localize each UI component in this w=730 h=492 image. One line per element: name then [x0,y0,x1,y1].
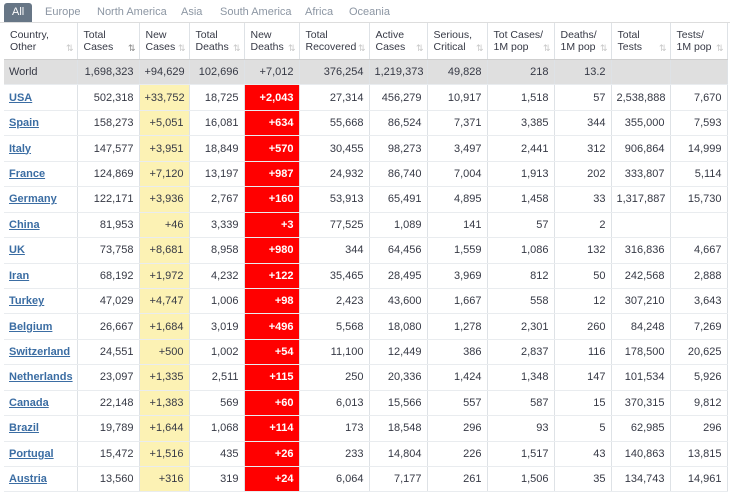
cell-new-deaths: +60 [244,390,299,415]
cell-serious-critical: 1,424 [427,365,487,390]
tab-north-america[interactable]: North America [97,6,167,18]
cell-deaths-per-1m: 312 [554,136,611,161]
cell-country [4,416,77,441]
cell-country [4,441,77,466]
cell-total-recovered: 5,568 [299,314,369,339]
cell-total-cases: 81,953 [77,212,139,237]
cell-total-recovered: 11,100 [299,339,369,364]
cell-active-cases: 18,548 [369,416,427,441]
cell-tot-cases-per-1m: 1,086 [487,238,554,263]
cell-total-tests: 333,807 [611,161,670,186]
cell-tests-per-1m [670,212,727,237]
sort-icon[interactable]: ⇅ [232,43,240,53]
tab-south-america[interactable]: South America [220,6,292,18]
cell-total-tests: 370,315 [611,390,670,415]
country-link[interactable]: France [9,167,46,180]
column-header-tests-per-1m[interactable] [670,23,727,60]
cell-total-recovered: 24,932 [299,161,369,186]
cell-total-deaths: 1,068 [189,416,244,441]
cell-country [4,467,77,492]
cell-tests-per-1m: 13,815 [670,441,727,466]
cell-country [4,187,77,212]
cell-deaths-per-1m: 5 [554,416,611,441]
cell-total-recovered: 344 [299,238,369,263]
cell-total-deaths: 319 [189,467,244,492]
cell-deaths-per-1m: 344 [554,110,611,135]
table-row [4,263,727,288]
cell-tests-per-1m: 14,999 [670,136,727,161]
cell-country [4,85,77,110]
cell-active-cases: 86,740 [369,161,427,186]
cell-total-deaths: 102,696 [189,60,244,85]
column-header-label-line2: Deaths [250,41,284,53]
tab-all[interactable]: All [4,3,32,22]
sort-icon[interactable]: ⇅ [357,43,365,53]
table-row [4,187,727,212]
table-row [4,365,727,390]
cell-country [4,314,77,339]
cell-tot-cases-per-1m: 3,385 [487,110,554,135]
cell-tot-cases-per-1m: 587 [487,390,554,415]
cell-new-deaths: +122 [244,263,299,288]
cell-active-cases: 86,524 [369,110,427,135]
cell-deaths-per-1m: 13.2 [554,60,611,85]
cell-tot-cases-per-1m: 558 [487,288,554,313]
cell-active-cases: 98,273 [369,136,427,161]
column-header-label-line2: Cases [145,41,176,53]
cell-deaths-per-1m: 15 [554,390,611,415]
cell-country [4,110,77,135]
cell-country [4,288,77,313]
cell-total-recovered: 55,668 [299,110,369,135]
cell-total-tests [611,60,670,85]
column-header-total-recovered[interactable] [299,23,369,60]
cell-country [4,212,77,237]
column-header-label-line1: Total [195,29,218,41]
cell-tests-per-1m: 14,961 [670,467,727,492]
table-row [4,314,727,339]
cell-tot-cases-per-1m: 57 [487,212,554,237]
sort-icon[interactable]: ⇅ [475,43,483,53]
cell-total-deaths: 569 [189,390,244,415]
cell-total-recovered: 30,455 [299,136,369,161]
table-row [4,390,727,415]
cell-total-tests: 1,317,887 [611,187,670,212]
cell-serious-critical: 1,559 [427,238,487,263]
cell-serious-critical: 49,828 [427,60,487,85]
cell-total-recovered: 250 [299,365,369,390]
cell-total-cases: 68,192 [77,263,139,288]
cell-new-deaths: +7,012 [244,60,299,85]
table-row [4,238,727,263]
cell-new-cases: +1,972 [139,263,189,288]
cell-total-deaths: 3,339 [189,212,244,237]
cell-new-cases: +33,752 [139,85,189,110]
cell-total-tests: 62,985 [611,416,670,441]
cell-new-deaths: +980 [244,238,299,263]
column-header-deaths-per-1m[interactable] [554,23,611,60]
country-link[interactable]: Portugal [9,447,54,460]
cell-total-deaths: 2,767 [189,187,244,212]
cell-total-cases: 47,029 [77,288,139,313]
country-link[interactable]: Netherlands [9,371,73,384]
country-link[interactable]: Canada [9,396,49,409]
column-header-label-line1: New [250,29,272,41]
sort-icon[interactable]: ⇅ [287,43,295,53]
cell-tot-cases-per-1m: 1,348 [487,365,554,390]
cell-total-tests: 242,568 [611,263,670,288]
cell-total-recovered: 6,064 [299,467,369,492]
cell-new-cases: +1,335 [139,365,189,390]
cell-tot-cases-per-1m: 1,506 [487,467,554,492]
column-header-label-line1: Deaths/ [560,29,597,41]
cell-total-deaths: 18,725 [189,85,244,110]
cell-total-cases: 73,758 [77,238,139,263]
cell-new-cases: +5,051 [139,110,189,135]
country-link[interactable]: Spain [9,117,39,130]
tab-africa[interactable]: Africa [305,6,334,18]
cell-country [4,161,77,186]
table-row [4,212,727,237]
tab-europe[interactable]: Europe [45,6,81,18]
cell-total-deaths: 1,002 [189,339,244,364]
table-row [4,85,727,110]
cell-deaths-per-1m: 260 [554,314,611,339]
cell-tests-per-1m: 296 [670,416,727,441]
column-header-label-line2: Critical [433,41,466,53]
cell-serious-critical: 3,497 [427,136,487,161]
cell-active-cases: 1,219,373 [369,60,427,85]
world-total-row [4,60,727,85]
cell-new-deaths: +2,043 [244,85,299,110]
cell-new-deaths: +115 [244,365,299,390]
cell-deaths-per-1m: 147 [554,365,611,390]
cell-tests-per-1m: 3,643 [670,288,727,313]
cell-tests-per-1m: 4,667 [670,238,727,263]
cell-total-recovered: 27,314 [299,85,369,110]
cell-new-deaths: +26 [244,441,299,466]
cell-country [4,263,77,288]
cell-tests-per-1m: 20,625 [670,339,727,364]
cell-total-recovered: 2,423 [299,288,369,313]
cell-total-recovered: 35,465 [299,263,369,288]
cell-serious-critical: 386 [427,339,487,364]
column-header-label-line2: Cases [375,41,406,53]
cell-tests-per-1m: 9,812 [670,390,727,415]
cell-country: World [4,60,77,85]
column-header-active-cases[interactable] [369,23,427,60]
cell-tot-cases-per-1m: 2,837 [487,339,554,364]
covid-stats-table [4,23,728,492]
cell-serious-critical: 1,278 [427,314,487,339]
cell-serious-critical: 4,895 [427,187,487,212]
column-header-label-line1: Total [83,29,106,41]
cell-new-cases: +94,629 [139,60,189,85]
cell-deaths-per-1m: 132 [554,238,611,263]
header-row [4,23,727,60]
column-header-label-line1: Total [305,29,328,41]
cell-new-deaths: +496 [244,314,299,339]
cell-total-tests: 316,836 [611,238,670,263]
cell-total-cases: 502,318 [77,85,139,110]
table-row [4,136,727,161]
cell-tot-cases-per-1m: 93 [487,416,554,441]
cell-new-cases: +1,684 [139,314,189,339]
cell-total-recovered: 6,013 [299,390,369,415]
column-header-label-line2: Other [10,41,37,53]
cell-tests-per-1m: 7,593 [670,110,727,135]
sort-icon[interactable]: ⇅ [715,43,723,53]
column-header-country[interactable] [4,23,77,60]
column-header-total-cases[interactable] [77,23,139,60]
cell-country [4,238,77,263]
cell-serious-critical: 10,917 [427,85,487,110]
cell-deaths-per-1m: 43 [554,441,611,466]
column-header-label-line1: Tests/ [676,29,704,41]
column-header-label-line1: New [145,29,167,41]
cell-total-cases: 23,097 [77,365,139,390]
cell-total-deaths: 13,197 [189,161,244,186]
cell-deaths-per-1m: 2 [554,212,611,237]
cell-active-cases: 15,566 [369,390,427,415]
cell-total-deaths: 4,232 [189,263,244,288]
cell-tot-cases-per-1m: 1,458 [487,187,554,212]
cell-total-recovered: 376,254 [299,60,369,85]
sort-icon[interactable]: ⇅ [599,43,607,53]
cell-deaths-per-1m: 116 [554,339,611,364]
table-row [4,441,727,466]
cell-country [4,365,77,390]
country-link[interactable]: Turkey [9,295,45,308]
cell-serious-critical: 296 [427,416,487,441]
cell-total-deaths: 8,958 [189,238,244,263]
table-row [4,416,727,441]
cell-tot-cases-per-1m: 2,301 [487,314,554,339]
cell-new-deaths: +3 [244,212,299,237]
cell-active-cases: 7,177 [369,467,427,492]
cell-serious-critical: 7,004 [427,161,487,186]
cell-new-cases: +1,644 [139,416,189,441]
cell-serious-critical: 7,371 [427,110,487,135]
cell-total-cases: 158,273 [77,110,139,135]
cell-total-cases: 15,472 [77,441,139,466]
cell-total-deaths: 18,849 [189,136,244,161]
cell-serious-critical: 261 [427,467,487,492]
country-link[interactable]: Belgium [9,320,53,333]
cell-new-cases: +8,681 [139,238,189,263]
cell-new-cases: +1,516 [139,441,189,466]
table-row [4,339,727,364]
table-row [4,288,727,313]
cell-tests-per-1m: 5,114 [670,161,727,186]
cell-new-cases: +3,936 [139,187,189,212]
cell-total-deaths: 16,081 [189,110,244,135]
column-header-label-line2: Recovered [305,41,357,53]
column-header-label-line2: 1M pop [493,41,529,53]
cell-country [4,339,77,364]
cell-total-tests: 178,500 [611,339,670,364]
cell-new-cases: +3,951 [139,136,189,161]
cell-deaths-per-1m: 35 [554,467,611,492]
cell-total-cases: 1,698,323 [77,60,139,85]
column-header-new-cases[interactable] [139,23,189,60]
cell-new-cases: +4,747 [139,288,189,313]
sort-icon[interactable]: ⇅ [658,43,666,53]
cell-new-cases: +7,120 [139,161,189,186]
cell-new-cases: +46 [139,212,189,237]
cell-serious-critical: 3,969 [427,263,487,288]
cell-country [4,390,77,415]
cell-deaths-per-1m: 202 [554,161,611,186]
cell-total-tests: 134,743 [611,467,670,492]
cell-total-tests [611,212,670,237]
cell-total-cases: 124,869 [77,161,139,186]
cell-new-deaths: +24 [244,467,299,492]
sort-icon[interactable]: ⇅ [127,43,135,53]
table-row [4,161,727,186]
cell-new-deaths: +54 [244,339,299,364]
column-header-label-line1: Total [617,29,640,41]
cell-active-cases: 28,495 [369,263,427,288]
cell-serious-critical: 226 [427,441,487,466]
country-link[interactable]: USA [9,91,33,104]
column-header-label-line1: Active [375,29,405,41]
region-tabs [0,0,730,23]
cell-active-cases: 20,336 [369,365,427,390]
tab-oceania[interactable]: Oceania [349,6,390,18]
column-header-new-deaths[interactable] [244,23,299,60]
cell-total-tests: 84,248 [611,314,670,339]
table-row [4,467,727,492]
country-link[interactable]: Italy [9,142,32,155]
column-header-label-line1: Serious, [433,29,473,41]
column-header-label-line2: 1M pop [560,41,596,53]
column-header-label-line1: Tot Cases/ [493,29,544,41]
column-header-label-line2: Deaths [195,41,229,53]
cell-total-tests: 355,000 [611,110,670,135]
column-header-label-line2: Tests [617,41,643,53]
cell-tot-cases-per-1m: 1,913 [487,161,554,186]
country-link[interactable]: China [9,218,40,231]
cell-total-deaths: 3,019 [189,314,244,339]
cell-active-cases: 1,089 [369,212,427,237]
cell-tot-cases-per-1m: 218 [487,60,554,85]
cell-total-cases: 24,551 [77,339,139,364]
cell-new-cases: +500 [139,339,189,364]
cell-deaths-per-1m: 33 [554,187,611,212]
cell-total-tests: 2,538,888 [611,85,670,110]
sort-icon[interactable]: ⇅ [415,43,423,53]
cell-total-cases: 122,171 [77,187,139,212]
cell-new-deaths: +98 [244,288,299,313]
country-link[interactable]: UK [9,244,25,257]
cell-tot-cases-per-1m: 812 [487,263,554,288]
cell-active-cases: 43,600 [369,288,427,313]
country-link[interactable]: Brazil [9,422,39,435]
cell-serious-critical: 557 [427,390,487,415]
cell-new-deaths: +570 [244,136,299,161]
cell-total-tests: 307,210 [611,288,670,313]
cell-total-recovered: 77,525 [299,212,369,237]
sort-icon[interactable]: ⇅ [177,43,185,53]
cell-new-cases: +1,383 [139,390,189,415]
cell-active-cases: 65,491 [369,187,427,212]
cell-active-cases: 12,449 [369,339,427,364]
cell-tot-cases-per-1m: 1,518 [487,85,554,110]
country-link[interactable]: Germany [9,193,57,206]
cell-active-cases: 18,080 [369,314,427,339]
cell-serious-critical: 1,667 [427,288,487,313]
cell-total-tests: 906,864 [611,136,670,161]
cell-total-deaths: 1,006 [189,288,244,313]
cell-total-recovered: 53,913 [299,187,369,212]
cell-tests-per-1m [670,60,727,85]
cell-tests-per-1m: 5,926 [670,365,727,390]
cell-total-cases: 26,667 [77,314,139,339]
cell-active-cases: 456,279 [369,85,427,110]
country-link[interactable]: Switzerland [9,346,71,359]
cell-tot-cases-per-1m: 2,441 [487,136,554,161]
cell-new-deaths: +114 [244,416,299,441]
column-header-label-line1: Country, [10,29,49,41]
cell-total-cases: 22,148 [77,390,139,415]
cell-total-cases: 19,789 [77,416,139,441]
column-header-tot-cases-per-1m[interactable] [487,23,554,60]
cell-new-deaths: +634 [244,110,299,135]
table-row [4,110,727,135]
column-header-label-line2: Cases [83,41,114,53]
sort-icon[interactable]: ⇅ [542,43,550,53]
cell-total-deaths: 2,511 [189,365,244,390]
column-header-total-deaths[interactable] [189,23,244,60]
cell-tests-per-1m: 2,888 [670,263,727,288]
cell-deaths-per-1m: 57 [554,85,611,110]
cell-total-tests: 140,863 [611,441,670,466]
cell-new-cases: +316 [139,467,189,492]
cell-active-cases: 14,804 [369,441,427,466]
cell-tests-per-1m: 7,269 [670,314,727,339]
cell-total-cases: 147,577 [77,136,139,161]
cell-country [4,136,77,161]
cell-deaths-per-1m: 50 [554,263,611,288]
cell-tests-per-1m: 15,730 [670,187,727,212]
column-header-label-line2: 1M pop [676,41,712,53]
cell-total-deaths: 435 [189,441,244,466]
cell-total-cases: 13,560 [77,467,139,492]
cell-new-deaths: +987 [244,161,299,186]
country-link[interactable]: Austria [9,473,47,486]
sort-icon[interactable]: ⇅ [65,43,73,53]
cell-serious-critical: 141 [427,212,487,237]
cell-total-recovered: 173 [299,416,369,441]
cell-total-recovered: 233 [299,441,369,466]
cell-tests-per-1m: 7,670 [670,85,727,110]
country-link[interactable]: Iran [9,269,30,282]
cell-tot-cases-per-1m: 1,517 [487,441,554,466]
tab-asia[interactable]: Asia [181,6,203,18]
cell-total-tests: 101,534 [611,365,670,390]
cell-new-deaths: +160 [244,187,299,212]
cell-active-cases: 64,456 [369,238,427,263]
column-header-total-tests[interactable] [611,23,670,60]
cell-deaths-per-1m: 12 [554,288,611,313]
column-header-serious-critical[interactable] [427,23,487,60]
